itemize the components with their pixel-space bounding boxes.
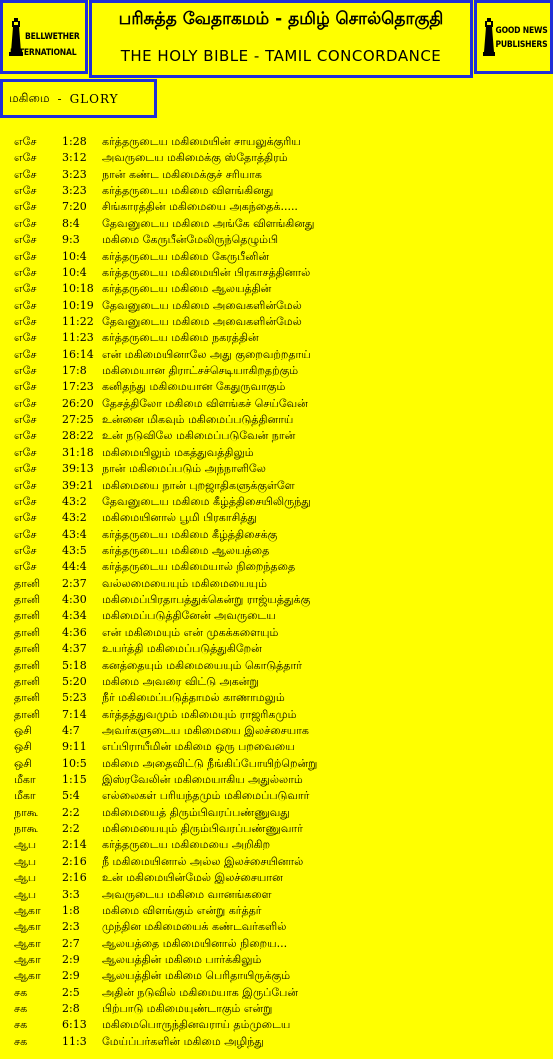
goodnews-logo-box [474,0,553,74]
entry-text: கர்த்தருடைய மகிமையால் நிறைந்ததை [102,560,296,574]
entry-reference: 7:20 [62,200,87,214]
entry-book: ஆப [14,871,37,885]
entry-reference: 44:4 [62,560,87,574]
entry-text: அவருடைய மகிமைக்கு ஸ்தோத்திரம் [102,151,288,165]
entry-reference: 10:18 [62,282,94,296]
entry-reference: 2:2 [62,822,80,836]
concordance-entry [14,854,549,870]
entry-book: எசே [14,347,37,361]
concordance-entry [14,150,549,166]
entry-reference: 2:16 [62,871,87,885]
entry-text: கர்த்தருடைய மகிமை கீழ்த்திசைக்கு [102,527,278,541]
entry-text: எல்லைகள் பரியந்தமும் மகிமைப்படுவார் [102,789,310,803]
entry-reference: 5:4 [62,789,80,803]
entry-text: ஆலயத்தின் மகிமை பெரிதாயிருக்கும் [102,969,291,983]
entry-text: நான் கண்ட மகிமைக்குச் சரியாக [102,167,262,181]
entry-reference: 3:23 [62,184,87,198]
entry-text: மகிமை விளங்கும் என்று கர்த்தர் [102,903,262,917]
entry-book: தானி [14,576,41,590]
entry-text: மகிமைப்பிரதாபத்துக்கென்று ராஜ்யத்துக்கு [102,593,311,607]
concordance-entry [14,428,549,444]
entry-reference: 2:7 [62,936,80,950]
bellwether-logo [9,12,79,62]
concordance-entry [14,314,549,330]
entry-book: சக [14,1002,28,1016]
entry-reference: 6:13 [62,1018,87,1032]
entry-text: எப்பிராயீமின் மகிமை ஒரு பறவையை [102,740,295,754]
concordance-entry [14,1034,549,1050]
entry-book: சக [14,1018,28,1032]
entry-reference: 10:19 [62,298,94,312]
entry-text: இஸ்ரவேலின் மகிமையாகிய அதுல்லாம் [102,773,303,787]
entry-reference: 2:16 [62,854,87,868]
concordance-entry [14,576,549,592]
entry-text: என் மகிமையினாலே அது குறைவற்றதாய் [102,347,311,361]
concordance-entry [14,445,549,461]
concordance-entry [14,952,549,968]
entry-text: கர்த்தத்துவமும் மகிமையும் ராஜரிகமும் [102,707,297,721]
entry-book: எசே [14,527,37,541]
entry-book: மீகா [14,773,36,787]
headword-box [0,79,157,118]
entry-reference: 39:13 [62,462,94,476]
entry-text: அவர்களுடைய மகிமையை இலச்சையாக [102,723,309,737]
concordance-entry [14,608,549,624]
entry-reference: 10:4 [62,265,87,279]
headword-english: GLORY [69,91,119,106]
entry-book: தானி [14,609,41,623]
concordance-entry [14,396,549,412]
entry-reference: 8:4 [62,216,80,230]
entry-reference: 2:9 [62,952,80,966]
entry-book: தானி [14,593,41,607]
goodnews-logo [483,12,548,62]
concordance-entry [14,543,549,559]
entry-book: எசே [14,135,37,148]
entry-text: கர்த்தருடைய மகிமை ஆலயத்தை [102,543,270,557]
concordance-entry [14,968,549,984]
concordance-entry [14,985,549,1001]
entry-text: தேசத்திலோ மகிமை விளங்கச் செய்வேன் [102,396,308,410]
entry-text: தேவனுடைய மகிமை அவைகளின்மேல் [102,314,302,328]
concordance-entry [14,330,549,346]
entry-text: கர்த்தருடைய மகிமை கேருபீனின் [102,249,270,263]
concordance-entry [14,363,549,379]
entry-reference: 3:3 [62,887,80,901]
concordance-entry [14,1017,549,1033]
concordance-entry [14,739,549,755]
entry-book: ஒசி [14,723,32,737]
entry-book: எசே [14,200,37,214]
concordance-entry [14,903,549,919]
entry-text: மகிமையான திராட்சச்செடியாகிறதற்கும் [102,364,299,378]
concordance-entry [14,690,549,706]
entry-reference: 11:22 [62,314,94,328]
entry-text: உன் மகிமையின்மேல் இலச்சையான [102,871,283,885]
entry-reference: 5:23 [62,691,87,705]
entry-text: நீ மகிமையினால் அல்ல இலச்சையினால் [102,854,304,868]
entry-book: ஆகா [14,936,41,950]
entry-book: ஆகா [14,920,41,934]
concordance-entry [14,870,549,886]
entry-text: உன்னை மிகவும் மகிமைப்படுத்தினாய் [102,413,294,427]
concordance-entry [14,347,549,363]
entry-text: என் மகிமையும் என் முகக்களையும் [102,625,279,639]
title-tamil: பரிசுத்த வேதாகமம் - தமிழ் சொல்தொகுதி [118,9,444,29]
entry-book: எசே [14,478,37,492]
concordance-entry [14,674,549,690]
entry-reference: 2:37 [62,576,87,590]
entry-reference: 39:21 [62,478,94,492]
entry-reference: 11:3 [62,1034,87,1048]
entry-book: மீகா [14,789,36,803]
entry-text: சிங்காரத்தின் மகிமையை அகந்தைக்..... [102,200,298,214]
entry-book: எசே [14,511,37,525]
concordance-entry [14,707,549,723]
entry-book: எசே [14,445,37,459]
bellwether-logo-box [0,0,88,74]
entry-book: ஆப [14,838,37,852]
entry-reference: 26:20 [62,396,94,410]
entry-book: எசே [14,265,37,279]
entry-book: எசே [14,364,37,378]
entry-text: கர்த்தருடைய மகிமை நகரத்தின் [102,331,259,345]
entry-book: தானி [14,707,41,721]
entry-text: மகிமையையும் திரும்பிவரப்பண்ணுவார் [102,822,303,836]
concordance-entry [14,772,549,788]
entry-text: மகிமையினால் பூமி பிரகாசித்து [102,511,257,525]
entry-book: தானி [14,625,41,639]
entry-text: தேவனுடைய மகிமை அங்கே விளங்கினது [102,216,315,230]
entry-text: வல்லமையையும் மகிமையையும் [102,576,267,590]
entry-text: தேவனுடைய மகிமை கீழ்த்திசையிலிருந்து [102,494,311,508]
entry-book: ஒசி [14,740,32,754]
entry-book: ஆகா [14,903,41,917]
entry-text: கர்த்தருடைய மகிமை ஆலயத்தின் [102,282,272,296]
entry-book: ஆகா [14,969,41,983]
entry-book: ஒசி [14,756,32,770]
entry-reference: 43:2 [62,511,87,525]
entry-text: உன் நடுவிலே மகிமைப்படுவேன் நான் [102,429,296,443]
entry-reference: 2:2 [62,805,80,819]
entry-reference: 3:23 [62,167,87,181]
concordance-entry [14,788,549,804]
concordance-entry [14,1001,549,1017]
concordance-entry [14,134,549,150]
concordance-entry [14,298,549,314]
entry-book: எசே [14,151,37,165]
entry-book: எசே [14,282,37,296]
entry-book: எசே [14,314,37,328]
entry-text: அவருடைய மகிமை வானங்களை [102,887,272,901]
entry-book: எசே [14,413,37,427]
entry-book: எசே [14,249,37,263]
entry-book: நாகூ [14,805,38,819]
entry-book: ஆப [14,887,37,901]
concordance-entry [14,641,549,657]
goodnews-line2: PUBLISHERS [495,40,548,50]
concordance-entry [14,559,549,575]
concordance-entry [14,494,549,510]
entry-book: நாகூ [14,822,38,836]
entry-reference: 5:20 [62,674,87,688]
concordance-entry [14,805,549,821]
entry-reference: 5:18 [62,658,87,672]
entry-reference: 4:37 [62,642,87,656]
concordance-entry [14,592,549,608]
entry-book: எசே [14,298,37,312]
bellwether-line2: INTERNATIONAL [10,48,77,58]
entry-reference: 3:12 [62,151,87,165]
concordance-entry [14,723,549,739]
entry-text: தேவனுடைய மகிமை அவைகளின்மேல் [102,298,302,312]
concordance-entry [14,887,549,903]
concordance-entry [14,919,549,935]
entry-text: கர்த்தருடைய மகிமையின் சாயலுக்குரிய [102,135,301,148]
headword-tamil: மகிமை [9,90,50,105]
entry-book: எசே [14,429,37,443]
entry-text: மகிமை அதைவிட்டு நீங்கிப்போயிற்றென்று [102,756,318,770]
entry-reference: 2:5 [62,985,80,999]
entry-text: கர்த்தருடைய மகிமை விளங்கினது [102,184,274,198]
entry-book: எசே [14,380,37,394]
entry-book: எசே [14,560,37,574]
concordance-entry [14,183,549,199]
entry-text: நீர் மகிமைப்படுத்தாமல் காணாமலும் [102,691,285,705]
entry-text: மகிமையைத் திரும்பிவரப்பண்ணுவது [102,805,290,819]
entry-book: எசே [14,494,37,508]
entry-text: மகிமை அவரை விட்டு அகன்று [102,674,259,688]
entry-reference: 43:2 [62,494,87,508]
concordance-entry [14,281,549,297]
lighthouse-icon [483,18,495,56]
entry-reference: 9:3 [62,233,80,247]
entry-reference: 4:7 [62,723,80,737]
title-english: THE HOLY BIBLE - TAMIL CONCORDANCE [120,47,442,65]
entry-reference: 10:5 [62,756,87,770]
entry-reference: 16:14 [62,347,94,361]
entry-text: மகிமைபொருந்தினவராய் தம்முடைய [102,1018,291,1032]
entry-reference: 2:8 [62,1002,80,1016]
concordance-list [14,134,549,1050]
concordance-entry [14,249,549,265]
entry-book: எசே [14,543,37,557]
entry-book: சக [14,985,28,999]
entry-book: எசே [14,331,37,345]
concordance-entry [14,625,549,641]
entry-reference: 4:30 [62,593,87,607]
concordance-entry [14,216,549,232]
entry-text: கர்த்தருடைய மகிமையின் பிரகாசத்தினால் [102,265,311,279]
entry-text: உயர்த்தி மகிமைப்படுத்துகிறேன் [102,642,262,656]
concordance-entry [14,756,549,772]
entry-reference: 17:23 [62,380,94,394]
entry-text: முந்தின மகிமையைக் கண்டவர்களில் [102,920,287,934]
concordance-entry [14,265,549,281]
entry-text: மேய்ப்பர்களின் மகிமை அழிந்து [102,1034,264,1048]
entry-book: சக [14,1034,28,1048]
concordance-entry [14,936,549,952]
concordance-entry [14,478,549,494]
entry-text: கர்த்தருடைய மகிமையை அறிகிற [102,838,271,852]
entry-reference: 31:18 [62,445,94,459]
entry-reference: 11:23 [62,331,94,345]
entry-reference: 9:11 [62,740,87,754]
entry-text: ஆலயத்தின் மகிமை பார்க்கிலும் [102,952,262,966]
concordance-entry [14,527,549,543]
concordance-entry [14,412,549,428]
entry-book: எசே [14,184,37,198]
entry-reference: 4:34 [62,609,87,623]
title-box [89,0,473,78]
entry-text: மகிமைப்படுத்தினேன் அவருடைய [102,609,276,623]
entry-text: கனிதந்து மகிமையான கேதுருவாகும் [102,380,286,394]
entry-reference: 28:22 [62,429,94,443]
concordance-entry [14,461,549,477]
entry-reference: 2:14 [62,838,87,852]
entry-book: எசே [14,216,37,230]
entry-book: எசே [14,462,37,476]
entry-reference: 17:8 [62,364,87,378]
entry-book: தானி [14,642,41,656]
entry-book: எசே [14,233,37,247]
entry-reference: 2:3 [62,920,80,934]
concordance-entry [14,379,549,395]
entry-reference: 1:28 [62,135,87,148]
entry-text: மகிமையை நான் புறஜாதிகளுக்குள்ளே [102,478,295,492]
entry-book: தானி [14,674,41,688]
entry-book: தானி [14,691,41,705]
entry-text: அதின் நடுவில் மகிமையாக இருப்பேன் [102,985,298,999]
concordance-entry [14,167,549,183]
entry-text: மகிமையிலும் மகத்துவத்திலும் [102,445,254,459]
entry-book: தானி [14,658,41,672]
concordance-entry [14,510,549,526]
goodnews-line1: GOOD NEWS [495,26,548,36]
entry-text: பிற்பாடு மகிமையுண்டாகும் என்று [102,1002,273,1016]
concordance-entry [14,199,549,215]
concordance-entry [14,821,549,837]
entry-text: ஆலயத்தை மகிமையினால் நிறைய... [102,936,288,950]
entry-reference: 43:5 [62,543,87,557]
entry-book: எசே [14,167,37,181]
entry-reference: 7:14 [62,707,87,721]
entry-book: ஆகா [14,952,41,966]
entry-reference: 2:9 [62,969,80,983]
concordance-entry [14,837,549,853]
headword-separator: - [57,91,62,106]
entry-book: ஆப [14,854,37,868]
entry-reference: 27:25 [62,413,94,427]
bellwether-line1: BELLWETHER [25,32,80,42]
entry-reference: 1:15 [62,773,87,787]
entry-reference: 10:4 [62,249,87,263]
entry-reference: 43:4 [62,527,87,541]
entry-book: எசே [14,396,37,410]
concordance-entry [14,232,549,248]
concordance-entry [14,658,549,674]
entry-text: மகிமை கேருபீன்மேலிருந்தெழும்பி [102,233,278,247]
entry-reference: 1:8 [62,903,80,917]
entry-reference: 4:36 [62,625,87,639]
entry-text: நான் மகிமைப்படும் அந்நாளிலே [102,462,266,476]
entry-text: கனத்தையும் மகிமையையும் கொடுத்தார் [102,658,302,672]
